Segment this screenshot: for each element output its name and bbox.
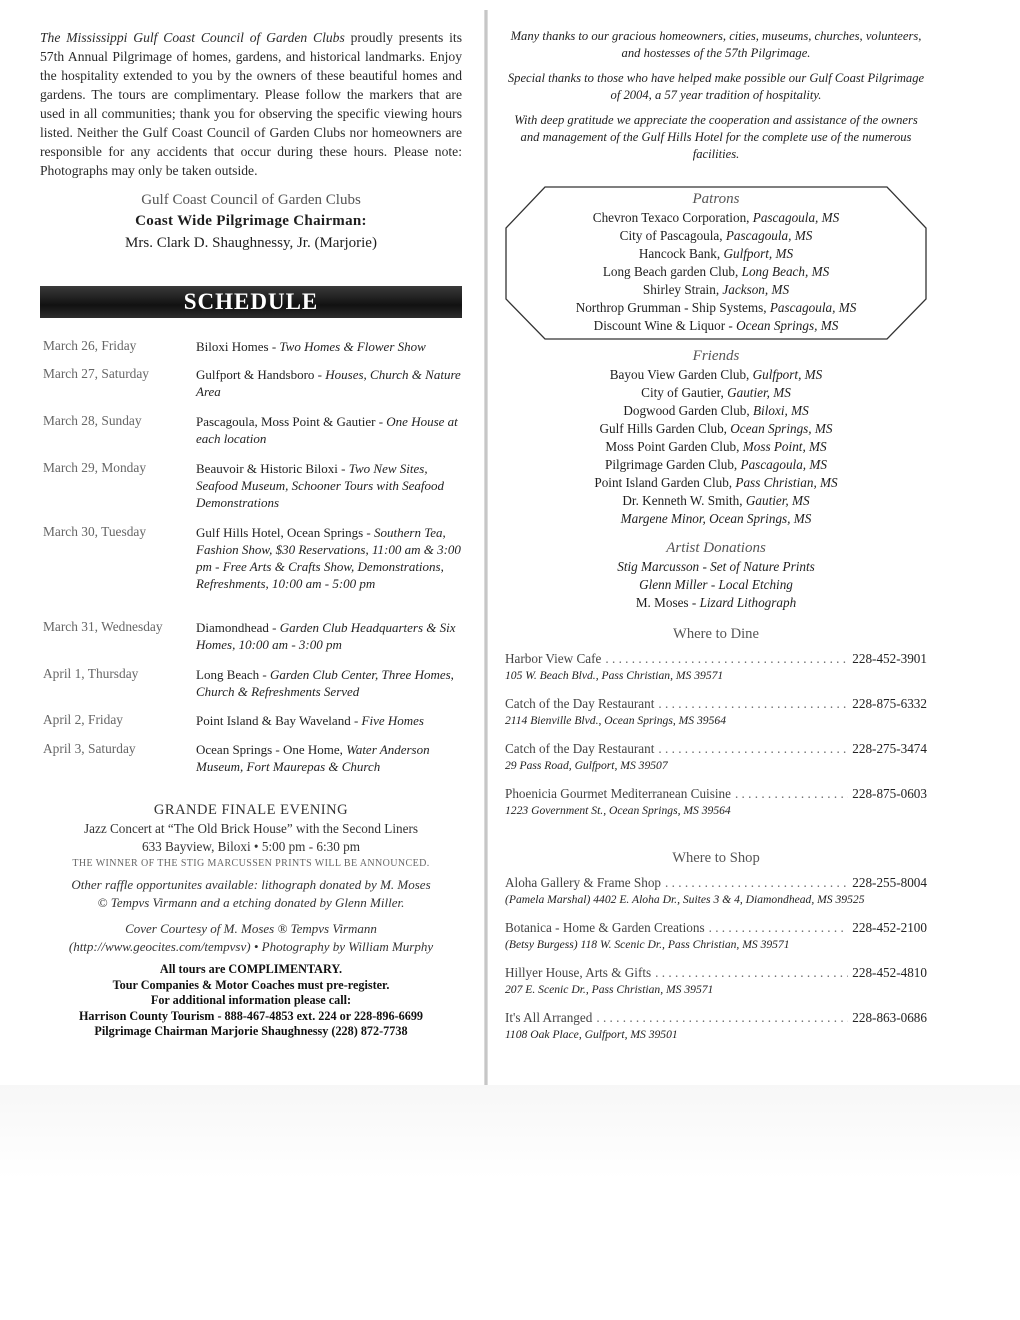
schedule-date: March 28, Sunday	[43, 413, 142, 428]
chairman-name: Mrs. Clark D. Shaughnessy, Jr. (Marjorie)	[125, 235, 377, 251]
preregister-note: Tour Companies & Motor Coaches must pre-register.	[112, 977, 390, 992]
left-column	[40, 28, 462, 1038]
friend-name: Moss Point Garden Club,	[605, 439, 743, 454]
schedule-date: April 1, Thursday	[43, 666, 139, 681]
finale-concert: Jazz Concert at “The Old Brick House” with the Second Liners	[84, 821, 418, 836]
schedule-detail: Houses, Church & Nature Area	[196, 367, 461, 399]
friend-line	[505, 384, 927, 402]
friend-line	[505, 402, 927, 420]
thanks-paragraph: Special thanks to those who have helped make possible our Gulf Coast Pilgrimage of 2004, a 57 year tradition of hospitality.	[507, 71, 925, 102]
business-address: 2114 Bienville Blvd., Ocean Springs, MS 39564	[505, 714, 726, 727]
schedule-heading: SCHEDULE	[40, 286, 462, 318]
patron-name: Hancock Bank,	[638, 246, 724, 261]
schedule-description	[196, 524, 462, 592]
patron-line	[505, 245, 927, 263]
council-block	[40, 190, 462, 254]
friend-location: Gautier, MS	[745, 493, 810, 508]
business-name: Hillyer House, Arts & Gifts	[505, 965, 652, 980]
finale-winner: THE WINNER OF THE STIG MARCUSSEN PRINTS WILL BE ANNOUNCED.	[72, 858, 430, 869]
schedule-description	[196, 741, 462, 775]
schedule-description	[196, 619, 462, 653]
schedule-date: March 26, Friday	[43, 338, 137, 353]
dot-leader	[605, 650, 848, 668]
tours-complimentary: All tours are COMPLIMENTARY.	[159, 962, 343, 976]
dot-leader	[655, 964, 848, 982]
phone-number: 228-452-3901	[852, 651, 927, 666]
phone-number: 228-863-0686	[852, 1010, 927, 1025]
patron-location: Jackson, MS	[722, 282, 790, 297]
friend-name: Pilgrimage Garden Club,	[605, 457, 741, 472]
patron-line	[505, 299, 927, 317]
intro-lead: The Mississippi Gulf Coast Council of Garden Clubs	[40, 30, 345, 45]
schedule-place: Biloxi Homes -	[196, 339, 280, 354]
thanks-paragraph: With deep gratitude we appreciate the cooperation and assistance of the owners and management of the Gulf Hills Hotel for the complete use of the numerous facilities.	[514, 113, 918, 161]
patron-name: City of Pascagoula,	[619, 228, 726, 243]
business-address: 207 E. Scenic Dr., Pass Christian, MS 39571	[505, 983, 714, 996]
business-address: 1223 Government St., Ocean Springs, MS 39564	[505, 804, 731, 817]
finale-title: GRANDE FINALE EVENING	[153, 802, 349, 818]
finale-section	[40, 800, 462, 1040]
friend-location: Ocean Springs, MS	[730, 421, 833, 436]
scan-shadow	[0, 1085, 1020, 1320]
artist-donations-title: Artist Donations	[666, 540, 766, 556]
council-org: Gulf Coast Council of Garden Clubs	[141, 192, 361, 208]
chairman-phone: Pilgrimage Chairman Marjorie Shaughnessy (228) 872-7738	[94, 1024, 408, 1038]
page-fold	[484, 10, 488, 1085]
patron-name: Northrop Grumman - Ship Systems,	[575, 300, 770, 315]
business-name: It's All Arranged	[505, 1010, 593, 1025]
friend-name: Point Island Garden Club,	[594, 475, 736, 490]
phone-number: 228-875-0603	[852, 786, 927, 801]
tourism-phone: Harrison County Tourism - 888-467-4853 ext. 224 or 228-896-6699	[78, 1008, 424, 1023]
schedule-detail: Water Anderson Museum, Fort Maurepas & Church	[196, 742, 430, 774]
business-address: 105 W. Beach Blvd., Pass Christian, MS 39571	[505, 669, 724, 682]
right-column	[505, 28, 927, 1041]
shop-entry	[505, 919, 927, 953]
dine-title: Where to Dine	[673, 626, 759, 642]
friend-location: Pass Christian, MS	[735, 475, 838, 490]
shop-entry	[505, 964, 927, 998]
patron-line	[505, 263, 927, 281]
patrons-box	[505, 186, 927, 340]
phone-number: 228-275-3474	[852, 741, 927, 756]
friend-location: Margene Minor, Ocean Springs, MS	[620, 511, 812, 526]
friend-location: Gulfport, MS	[752, 367, 823, 382]
dine-entry	[505, 740, 927, 774]
friend-location: Moss Point, MS	[742, 439, 827, 454]
schedule-detail: Two Homes & Flower Show	[279, 339, 426, 354]
where-to-shop-section	[505, 848, 927, 1054]
where-to-dine-section	[505, 624, 927, 830]
friend-name: Bayou View Garden Club,	[609, 367, 753, 382]
patrons-title: Patrons	[692, 191, 740, 207]
schedule-place: Gulfport & Handsboro -	[196, 367, 326, 382]
friends-title: Friends	[692, 348, 740, 364]
patron-location: Gulfport, MS	[723, 246, 794, 261]
patron-location: Pascagoula, MS	[752, 210, 840, 225]
patron-line	[505, 317, 927, 335]
schedule-description	[196, 666, 462, 700]
patron-name: Shirley Strain,	[642, 282, 723, 297]
phone-number: 228-875-6332	[852, 696, 927, 711]
business-name: Harbor View Cafe	[505, 651, 602, 666]
schedule-detail: Five Homes	[361, 713, 424, 728]
schedule-place: Long Beach -	[196, 667, 271, 682]
business-address: (Pamela Marshal) 4402 E. Aloha Dr., Suites 3 & 4, Diamondhead, MS 39525	[505, 893, 865, 906]
friend-line	[505, 492, 927, 510]
schedule-detail: Two New Sites, Seafood Museum, Schooner Tours with Seafood Demonstrations	[196, 461, 444, 510]
dot-leader	[596, 1009, 848, 1027]
friend-name: Dogwood Garden Club,	[623, 403, 753, 418]
friend-line	[505, 510, 927, 528]
schedule-detail: Garden Club Headquarters & Six Homes, 10:00 am - 3:00 pm	[196, 620, 456, 652]
intro-paragraph	[40, 28, 462, 180]
schedule-date: March 31, Wednesday	[43, 619, 163, 634]
chairman-title: Coast Wide Pilgrimage Chairman:	[135, 213, 367, 229]
patron-location: Pascagoula, MS	[725, 228, 813, 243]
patron-line	[505, 227, 927, 245]
friend-location: Pascagoula, MS	[740, 457, 827, 472]
raffle-line-1: Other raffle opportunites available: lithograph donated by M. Moses	[71, 877, 431, 892]
friends-section	[505, 346, 927, 528]
business-name: Catch of the Day Restaurant	[505, 696, 655, 711]
artist-donation: Stig Marcusson - Set of Nature Prints	[617, 559, 815, 574]
dot-leader	[658, 695, 848, 713]
friend-line	[505, 420, 927, 438]
schedule-place: Ocean Springs - One Home,	[196, 742, 347, 757]
patron-location: Long Beach, MS	[741, 264, 830, 279]
shop-entry	[505, 1009, 927, 1043]
phone-number: 228-452-2100	[852, 920, 927, 935]
artist-donations-section	[505, 538, 927, 612]
schedule-description	[196, 413, 462, 447]
business-name: Catch of the Day Restaurant	[505, 741, 655, 756]
artist-donation: Glenn Miller - Local Etching	[639, 577, 793, 592]
schedule-description	[196, 338, 462, 355]
schedule-place: Beauvoir & Historic Biloxi -	[196, 461, 349, 476]
intro-text: proudly presents its 57th Annual Pilgrimage of homes, gardens, and historical landmarks. Enjoy the hospitality extended to you by the owners of these beautiful homes and gardens. The tours are complimentary. Please follow the markers that are used in all communities; thank you for observing the specific viewing hours listed. Neither the Gulf Coast Council of Garden Clubs nor homeowners are responsible for any accidents that occur during these hours. Please note: Photographs may only be taken outside.	[40, 30, 462, 178]
dot-leader	[665, 874, 848, 892]
patron-line	[505, 209, 927, 227]
cover-credit-1: Cover Courtesy of M. Moses ® Tempvs Virmann	[125, 921, 377, 936]
friend-line	[505, 474, 927, 492]
artist-line	[505, 576, 927, 594]
schedule-detail: Garden Club Center, Three Homes, Church & Refreshments Served	[196, 667, 454, 699]
schedule-date: March 29, Monday	[43, 460, 147, 475]
friend-name: City of Gautier,	[641, 385, 728, 400]
schedule-date: April 3, Saturday	[43, 741, 136, 756]
friend-line	[505, 456, 927, 474]
business-address: 29 Pass Road, Gulfport, MS 39507	[505, 759, 668, 772]
schedule-date: April 2, Friday	[43, 712, 123, 727]
business-address: 1108 Oak Place, Gulfport, MS 39501	[505, 1028, 678, 1041]
artist-name: M. Moses -	[635, 595, 700, 610]
schedule-place: Point Island & Bay Waveland -	[196, 713, 362, 728]
dot-leader	[709, 919, 849, 937]
business-name: Botanica - Home & Garden Creations	[505, 920, 705, 935]
friend-name: Dr. Kenneth W. Smith,	[622, 493, 746, 508]
schedule-detail: Southern Tea, Fashion Show, $30 Reservations, 11:00 am & 3:00 pm - Free Arts & Crafts Show, Demonstrations, Refreshments, 10:00 am - 5:00 pm	[196, 525, 461, 591]
artist-line	[505, 594, 927, 612]
schedule-detail: One House at each location	[196, 414, 458, 446]
finale-address: 633 Bayview, Biloxi • 5:00 pm - 6:30 pm	[141, 839, 361, 854]
patron-line	[505, 281, 927, 299]
schedule-place: Diamondhead -	[196, 620, 280, 635]
schedule-description	[196, 366, 462, 400]
patron-name: Chevron Texaco Corporation,	[592, 210, 753, 225]
friend-location: Gautier, MS	[727, 385, 791, 400]
thanks-paragraph: Many thanks to our gracious homeowners, cities, museums, churches, volunteers, and hostesses of the 57th Pilgrimage.	[510, 29, 922, 60]
dine-entry	[505, 785, 927, 819]
business-name: Phoenicia Gourmet Mediterranean Cuisine	[505, 786, 731, 801]
friend-location: Biloxi, MS	[753, 403, 809, 418]
friend-line	[505, 438, 927, 456]
patron-location: Ocean Springs, MS	[736, 318, 839, 333]
phone-number: 228-255-8004	[852, 875, 927, 890]
shop-title: Where to Shop	[672, 850, 760, 866]
schedule-date: March 27, Saturday	[43, 366, 149, 381]
schedule-description	[196, 460, 462, 511]
info-call: For additional information please call:	[150, 993, 352, 1007]
dine-entry	[505, 695, 927, 729]
schedule-place: Pascagoula, Moss Point & Gautier -	[196, 414, 387, 429]
dot-leader	[735, 785, 848, 803]
patrons-list	[505, 189, 927, 335]
friend-line	[505, 366, 927, 384]
patron-name: Long Beach garden Club,	[602, 264, 742, 279]
dot-leader	[658, 740, 848, 758]
shop-entry	[505, 874, 927, 908]
artist-line	[505, 558, 927, 576]
patron-location: Pascagoula, MS	[769, 300, 857, 315]
patron-name: Discount Wine & Liquor -	[593, 318, 737, 333]
business-name: Aloha Gallery & Frame Shop	[505, 875, 662, 890]
phone-number: 228-452-4810	[852, 965, 927, 980]
schedule-description	[196, 712, 462, 729]
schedule-date: March 30, Tuesday	[43, 524, 147, 539]
artist-donation: Lizard Lithograph	[699, 595, 797, 610]
business-address: (Betsy Burgess) 118 W. Scenic Dr., Pass Christian, MS 39571	[505, 938, 790, 951]
schedule-place: Gulf Hills Hotel, Ocean Springs -	[196, 525, 375, 540]
raffle-line-2: © Tempvs Virmann and a etching donated by Glenn Miller.	[97, 895, 405, 910]
dine-entry	[505, 650, 927, 684]
cover-credit-2: (http://www.geocites.com/tempvsv) • Photography by William Murphy	[68, 939, 434, 954]
friend-name: Gulf Hills Garden Club,	[599, 421, 731, 436]
